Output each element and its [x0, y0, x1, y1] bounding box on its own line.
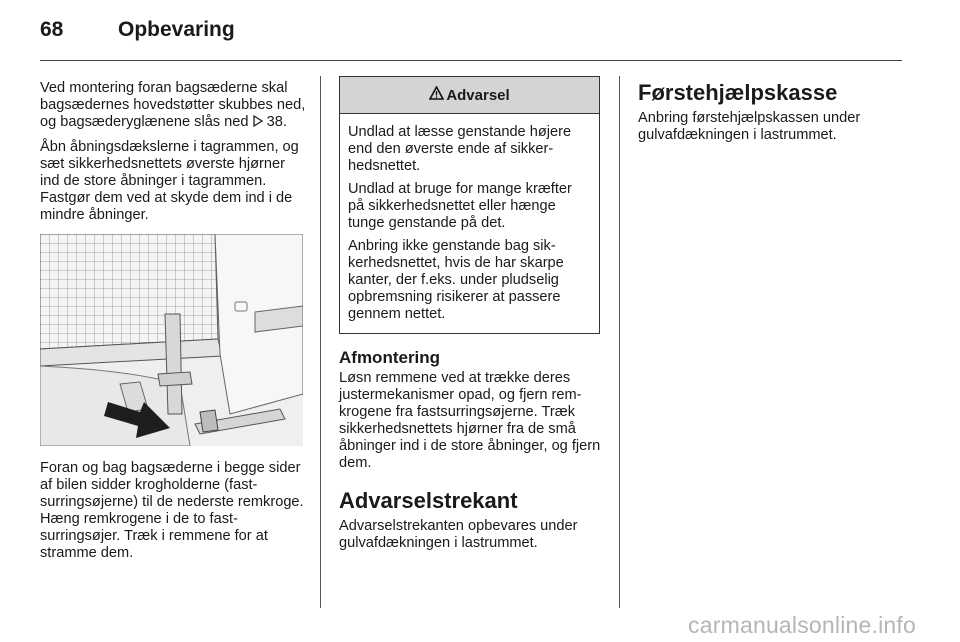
hook-holders-paragraph: Foran og bag bagsæderne i begge sider af bilen sidder krogholderne (fastsurringsøjerne) til de nederste remkroge. Hæng remkrogene i de to fastsurringsøjer. Træk i remmene for at stramme dem.	[40, 460, 304, 561]
section-heading-forstehjaelpskasse: Førstehjælpskasse	[638, 80, 838, 105]
warning-paragraph: Undlad at læsse genstande højere end den øverste ende af sikkerhedsnettet.	[348, 124, 572, 174]
illustration-drawing	[40, 234, 303, 446]
page-reference[interactable]: 38.	[266, 114, 287, 130]
column-divider-right	[619, 76, 620, 608]
column-divider-left	[320, 76, 321, 608]
section-heading-afmontering: Afmontering	[339, 348, 441, 367]
section-heading-advarselstrekant: Advarselstrekant	[339, 488, 518, 513]
mounting-text: Ved montering foran bagsæderne skal bagsædernes hovedstøtter skubbes ned, og bagsæderyglænene slås ned	[40, 80, 306, 130]
watermark: carmanualsonline.info	[688, 612, 916, 638]
arrow-ref-icon[interactable]	[253, 115, 263, 132]
page-number: 68	[40, 18, 64, 41]
left-column	[40, 80, 308, 569]
open-covers-paragraph: Åbn åbningsdækslerne i tagrammen, og sæt sikkerhedsnettets øverste hjørner ind de store åbninger i tagrammen. Fastgør dem ved at skyde dem ind i de mindre åbninger.	[40, 139, 299, 223]
middle-column	[339, 76, 601, 559]
warning-box	[339, 76, 600, 334]
page-title: Opbevaring	[118, 18, 235, 41]
warning-paragraph: Undlad at bruge for mange kræfter på sikkerhedsnettet eller hænge tunge genstande på det.	[348, 181, 572, 231]
mounting-paragraph	[40, 80, 308, 132]
cargo-net-illustration	[40, 234, 303, 446]
warning-triangle-icon	[429, 86, 444, 104]
warning-header	[340, 77, 599, 114]
right-column	[638, 80, 900, 151]
advarselstrekant-text: Advarselstrekanten opbevares under gulvafdækningen i lastrummet.	[339, 518, 578, 551]
header-rule	[40, 60, 902, 61]
warning-body	[340, 114, 599, 333]
afmontering-text: Løsn remmene ved at trække deres justermekanismer opad, og fjern remkrogene fra fastsurringsøjerne. Træk sikkerhedsnettets hjørner fra de små åbninger ind i de store åbninger, og fjern dem.	[339, 370, 601, 471]
warning-title: Advarsel	[446, 86, 510, 104]
forstehjaelpskasse-text: Anbring førstehjælpskassen under gulvafdækningen i lastrummet.	[638, 110, 861, 143]
warning-paragraph: Anbring ikke genstande bag sikkerhedsnettet, hvis de har skarpe kanter, der f.eks. under pludselig opbremsning risikerer at passere gennem nettet.	[348, 238, 564, 322]
page-header	[40, 18, 900, 58]
